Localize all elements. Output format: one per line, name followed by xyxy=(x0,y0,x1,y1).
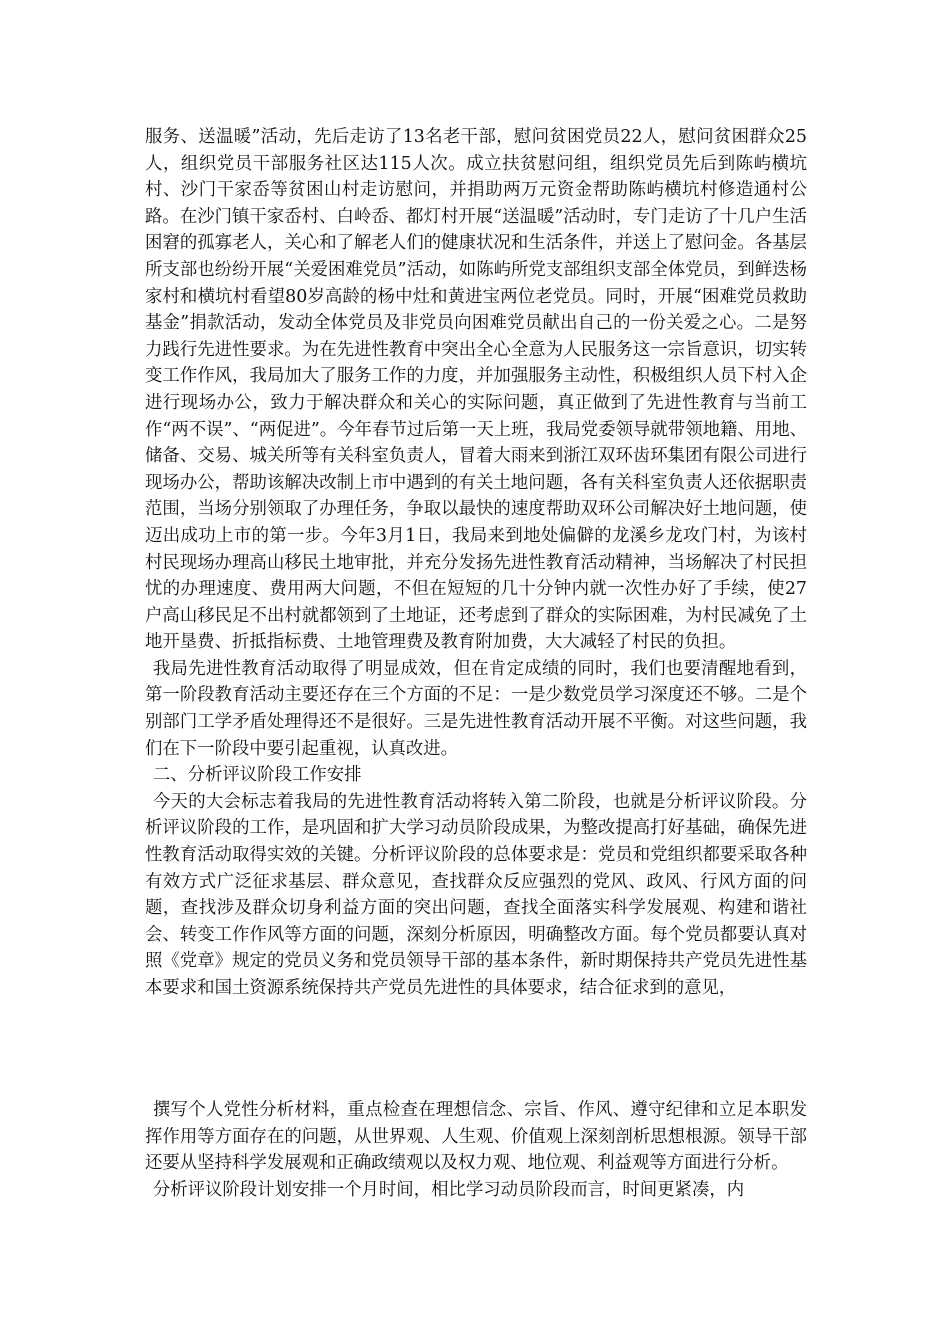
document-section-a xyxy=(145,124,807,1002)
paragraph-activities: 服务、送温暖”活动，先后走访了13名老干部，慰问贫困党员22人，慰问贫困群众25人，组织党员干部服务社区达115人次。成立扶贫慰问组，组织党员先后到陈屿横坑村、沙门干家岙等贫困山村走访慰问，并捐助两万元资金帮助陈屿横坑村修造通村公路。在沙门镇干家岙村、白岭岙、都灯村开展“送温暖”活动时，专门走访了十几户生活困窘的孤寡老人，关心和了解老人们的健康状况和生活条件，并送上了慰问金。各基层所支部也纷纷开展“关爱困难党员”活动，如陈屿所党支部组织支部全体党员，到鲜迭杨家村和横坑村看望80岁高龄的杨中灶和黄进宝两位老党员。同时，开展“困难党员救助基金”捐款活动，发动全体党员及非党员向困难党员献出自己的一份关爱之心。二是努力践行先进性要求。为在先进性教育中突出全心全意为人民服务这一宗旨意识，切实转变工作作风，我局加大了服务工作的力度，并加强服务主动性，积极组织人员下村入企进行现场办公，致力于解决群众和关心的实际问题，真正做到了先进性教育与当前工作“两不误”、“两促进”。今年春节过后第一天上班，我局党委领导就带领地籍、用地、储备、交易、城关所等有关科室负责人，冒着大雨来到浙江双环齿环集团有限公司进行现场办公，帮助该解决改制上市中遇到的有关土地问题，各有关科室负责人还依据职责范围，当场分别领取了办理任务，争取以最快的速度帮助双环公司解决好土地问题，使迈出成功上市的第一步。今年3月1日，我局来到地处偏僻的龙溪乡龙攻门村，为该村村民现场办理高山移民土地审批，并充分发扬先进性教育活动精神，当场解决了村民担忧的办理速度、费用两大问题，不但在短短的几十分钟内就一次性办好了手续，使27户高山移民足不出村就都领到了土地证，还考虑到了群众的实际困难，为村民减免了土地开垦费、折抵指标费、土地管理费及教育附加费，大大减轻了村民的负担。 xyxy=(145,127,807,653)
paragraph-schedule: 分析评议阶段计划安排一个月时间，相比学习动员阶段而言，时间更紧凑，内 xyxy=(152,1179,745,1200)
paragraph-personal-analysis: 撰写个人党性分析材料，重点检查在理想信念、宗旨、作风、遵守纪律和立足本职发挥作用等方面存在的问题，从世界观、人生观、价值观上深刻剖析思想根源。领导干部还要从坚持科学发展观和正确政绩观以及权力观、地位观、利益观等方面进行分析。 xyxy=(145,1100,807,1174)
paragraph-shortcomings: 我局先进性教育活动取得了明显成效，但在肯定成绩的同时，我们也要清醒地看到，第一阶段教育活动主要还存在三个方面的不足：一是少数党员学习深度还不够。二是个别部门工学矛盾处理得还不是很好。三是先进性教育活动开展不平衡。对这些问题，我们在下一阶段中要引起重视，认真改进。 xyxy=(145,658,807,759)
paragraph-analysis-requirements: 今天的大会标志着我局的先进性教育活动将转入第二阶段，也就是分析评议阶段。分析评议阶段的工作，是巩固和扩大学习动员阶段成果，为整改提高打好基础，确保先进性教育活动取得实效的关键。分析评议阶段的总体要求是：党员和党组织都要采取各种有效方式广泛征求基层、群众意见，查找群众反应强烈的党风、政风、行风方面的问题，查找涉及群众切身利益方面的突出问题，查找全面落实科学发展观、构建和谐社会、转变工作作风等方面的问题，深刻分析原因，明确整改方面。每个党员都要认真对照《党章》规定的党员义务和党员领导干部的基本条件，新时期保持共产党员先进性基本要求和国土资源系统保持共产党员先进性的具体要求，结合征求到的意见， xyxy=(145,791,807,998)
document-section-b xyxy=(145,1097,807,1203)
section-heading-analysis: 二、分析评议阶段工作安排 xyxy=(152,765,362,786)
